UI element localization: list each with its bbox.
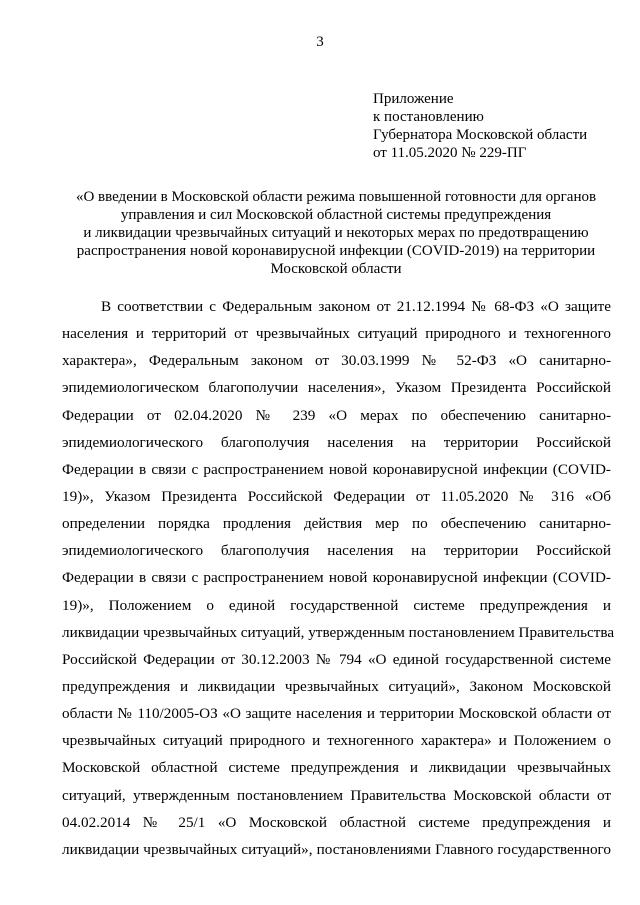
body-line: В соответствии с Федеральным законом от 21.12.1994 № 68-ФЗ «О защите — [101, 298, 611, 315]
title-line: управления и сил Московской областной системы предупреждения — [120, 207, 552, 223]
title-line: «О введении в Московской области режима повышенной готовности для органов — [75, 189, 597, 205]
appendix-line: Приложение — [373, 91, 454, 107]
body-line: эпидемиологического благополучия населения на территории Российской — [62, 433, 611, 451]
appendix-line: к постановлению — [373, 109, 484, 125]
appendix-line: Губернатора Московской области — [373, 127, 588, 143]
body-line: Федерации в связи с распространением новой коронавирусной инфекции (COVID- — [62, 460, 611, 478]
body-line: эпидемиологическом благополучии населения», Указом Президента Российской — [62, 379, 611, 397]
body-line: 04.02.2014 № 25/1 «О Московской областной системе предупреждения и — [62, 813, 611, 831]
body-line: ситуаций, утвержденным постановлением Правительства Московской области от — [62, 786, 611, 804]
body-line: эпидемиологического благополучия населения на территории Российской — [62, 542, 611, 560]
body-line: 19)», Указом Президента Российской Федерации от 11.05.2020 № 316 «Об — [62, 487, 611, 505]
body-line: Российской Федерации от 30.12.2003 № 794 «О единой государственной системе — [62, 650, 611, 668]
document-title — [62, 188, 610, 278]
body-line: определении порядка продления действия мер по обеспечению санитарно- — [62, 515, 611, 533]
body-line: предупреждения и ликвидации чрезвычайных ситуаций», Законом Московской — [62, 677, 611, 695]
body-line: ликвидации чрезвычайных ситуаций, утвержденным постановлением Правительства — [62, 623, 615, 641]
page-number: 3 — [316, 34, 324, 50]
body-line: населения и территорий от чрезвычайных ситуаций природного и техногенного — [62, 325, 611, 343]
body-line: Федерации от 02.04.2020 № 239 «О мерах по обеспечению санитарно- — [62, 406, 611, 424]
body-line: характера», Федеральным законом от 30.03.1999 № 52-ФЗ «О санитарно- — [62, 352, 611, 370]
title-line: и ликвидации чрезвычайных ситуаций и некоторых мерах по предотвращению — [83, 225, 589, 241]
body-line: Московской областной системе предупреждения и ликвидации чрезвычайных — [62, 759, 611, 777]
appendix-line: от 11.05.2020 № 229-ПГ — [373, 145, 527, 161]
body-line: области № 110/2005-ОЗ «О защите населения и территории Московской области от — [62, 705, 611, 723]
appendix-block — [373, 90, 587, 162]
body-line: чрезвычайных ситуаций природного и техногенного характера» и Положением о — [62, 732, 611, 750]
body-paragraph — [62, 293, 615, 863]
body-line: Федерации в связи с распространением новой коронавирусной инфекции (COVID- — [62, 569, 611, 587]
body-line: ликвидации чрезвычайных ситуаций», постановлениями Главного государственного — [62, 840, 611, 858]
body-line: 19)», Положением о единой государственной системе предупреждения и — [62, 596, 611, 614]
title-line: Московской области — [270, 261, 402, 277]
title-line: распространения новой коронавирусной инфекции (COVID-2019) на территории — [76, 243, 596, 259]
